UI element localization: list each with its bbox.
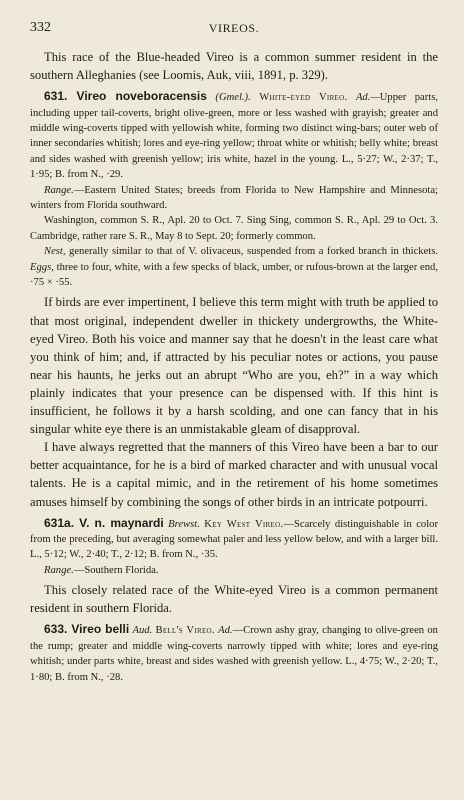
species-631a-range-label: Range. bbox=[44, 564, 74, 576]
species-631-nest-text: generally similar to that of V. olivaceus, suspended from a forked branch in thickets. bbox=[69, 246, 438, 258]
species-631a-author: Brewst. bbox=[168, 518, 200, 530]
species-631-nest-label: Nest, bbox=[44, 246, 66, 258]
species-631-eggs-text: three to four, white, with a few specks of black, umber, or rufous-brown at the larger end, ·75 × ·55. bbox=[30, 261, 438, 289]
species-631-author: (Gmel.). bbox=[215, 92, 251, 104]
species-633-ad-label: Ad. bbox=[218, 625, 233, 637]
species-633-description bbox=[30, 622, 438, 685]
species-631a-heading: 631a. V. n. maynardi bbox=[44, 515, 164, 530]
page-header bbox=[30, 20, 438, 38]
species-631-range-label: Range. bbox=[44, 184, 74, 196]
species-631-nest bbox=[30, 244, 438, 290]
species-631a-common-name: Key West Vireo. bbox=[204, 518, 284, 530]
species-631-eggs-label: Eggs, bbox=[30, 261, 54, 273]
page-number: 332 bbox=[30, 20, 51, 35]
species-631-common-name: White-eyed Vireo. bbox=[259, 92, 348, 104]
intro-paragraph: This race of the Blue-headed Vireo is a common summer resident in the southern Alleghanies (see Loomis, Auk, viii, 1891, p. 329). bbox=[30, 50, 438, 83]
species-631a-essay: This closely related race of the White-eyed Vireo is a common permanent resident in southern Florida. bbox=[30, 583, 438, 616]
species-631-ad-label: Ad.— bbox=[355, 92, 380, 104]
species-631-essay-2: I have always regretted that the manners of this Vireo have been a bar to our better acquaintance, for he is a bird of marked character and with unusual vocal talents. He is a capital mimic, and in the retirement of his home sometimes amuses himself by combining the songs of other birds in an intricate potpourri. bbox=[30, 440, 438, 509]
species-631-heading: 631. Vireo noveboracensis bbox=[44, 89, 207, 104]
species-631-range bbox=[30, 183, 438, 214]
species-631-essay-1: If birds are ever impertinent, I believe this term might with truth be applied to that most original, independent dweller in thickety undergrowths, the White-eyed Vireo. Both his voice and manner say that he doesn't in the least care what you think of him; and, if attracted by his peculiar notes or actions, you pause near his haunts, he jerks out an abrupt “Who are you, eh?” in a way which plainly indicates that your presence can be dispensed with. If this hint is insufficient, he follows it by a harsh scolding, and one can fancy that in his singular white eye there is an unmistakable gleam of disapproval. bbox=[30, 295, 438, 437]
species-633-author: Aud. bbox=[132, 625, 153, 637]
species-631a-range bbox=[30, 563, 438, 578]
species-631-desc-text: Upper parts, including upper tail-coverts, bright olive-green, more or less washed with grayish; greater and middle wing-coverts tipped with yellowish white, forming two distinct wing-bars; outer web of inner secondaries whitish; lores and eye-ring yellow; throat white or whitish; belly white; breast and sides washed with greenish yellow; iris white, hazel in the young. L., 5·27; W., 2·37; T., 1·95; B. from N., ·29. bbox=[30, 92, 438, 181]
running-head: VIREOS. bbox=[208, 21, 260, 35]
species-631-records: Washington, common S. R., Apl. 20 to Oct. 7. Sing Sing, common S. R., Apl. 29 to Oct. 3. Cambridge, rather rare S. R., May 8 to Sept. 20; formerly common. bbox=[30, 215, 438, 242]
species-631a-description bbox=[30, 516, 438, 563]
species-631-range-text: —Eastern United States; breeds from Florida to New Hampshire and Minnesota; winters from Florida southward. bbox=[30, 184, 438, 212]
species-633-desc-text: —Crown ashy gray, changing to olive-green on the rump; greater and middle wing-coverts narrowly tipped with white; lores and eye-ring whitish; under parts white, breast and sides washed with greenish yellow. L., 4·75; W., 2·20; T., 1·80; B. from N., ·28. bbox=[30, 625, 438, 683]
species-631a-desc-text: —Scarcely distinguishable in color from the preceding, but averaging somewhat paler and less yellow below, and with a larger bill. L., 5·12; W., 2·40; T., 2·12; B. from N., ·35. bbox=[30, 518, 438, 561]
species-633-heading: 633. Vireo belli bbox=[44, 622, 130, 637]
species-631-description bbox=[30, 89, 438, 182]
species-631a-range-text: —Southern Florida. bbox=[73, 564, 159, 576]
species-633-common-name: Bell's Vireo. bbox=[155, 625, 215, 637]
